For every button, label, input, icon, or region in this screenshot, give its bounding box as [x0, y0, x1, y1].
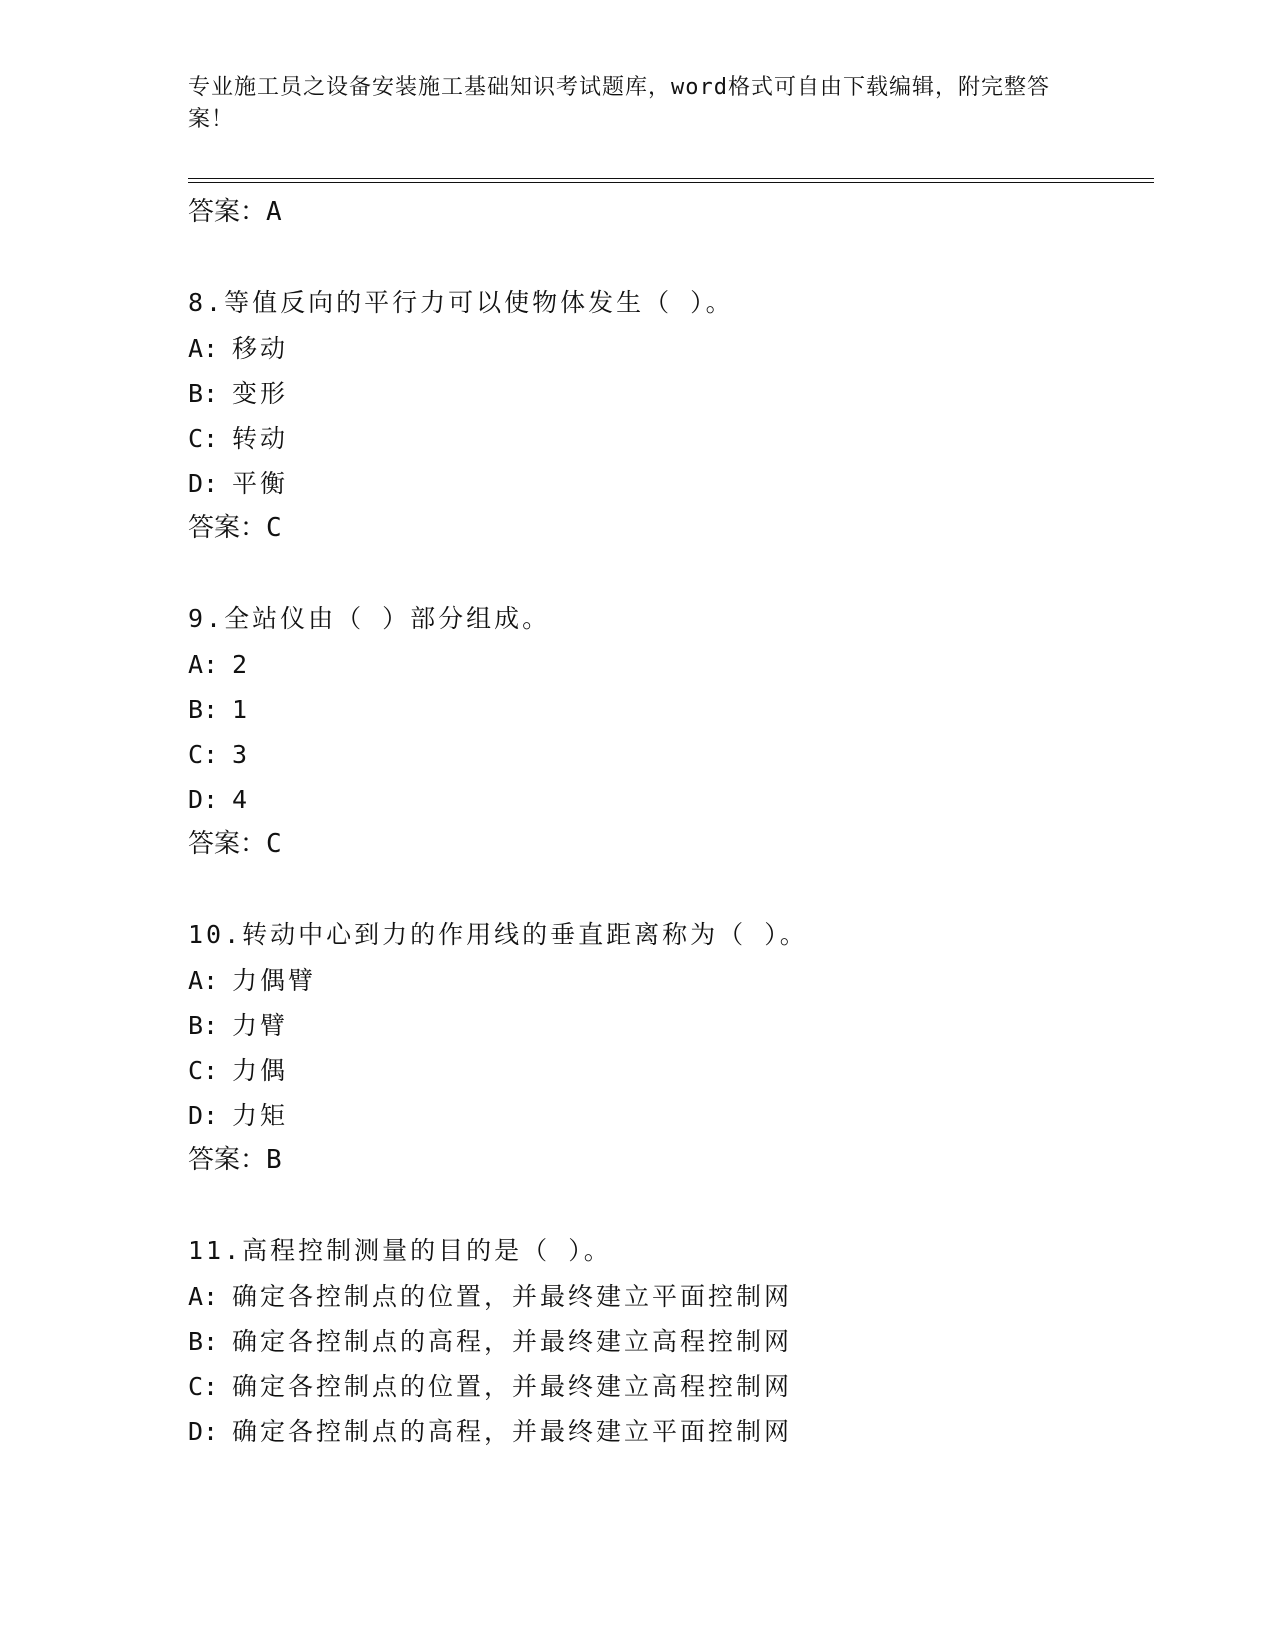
- answer-value: C: [266, 829, 282, 859]
- option-letter: D:: [188, 469, 219, 498]
- previous-answer: [188, 190, 1148, 234]
- option-text: 变形: [232, 379, 289, 408]
- answer-label: 答案：: [188, 197, 267, 227]
- option-text: 4: [232, 785, 251, 814]
- page-header: 专业施工员之设备安装施工基础知识考试题库，word格式可自由下载编辑，附完整答案！: [188, 75, 1050, 132]
- question-9: 9.全站仪由（ ）部分组成。: [188, 604, 551, 633]
- question-10: 10.转动中心到力的作用线的垂直距离称为（ ）。: [188, 920, 808, 949]
- question-8-answer: [188, 506, 1148, 550]
- option-text: 力矩: [232, 1101, 289, 1130]
- question-9-option-a: [188, 642, 1148, 687]
- option-text: 确定各控制点的位置，并最终建立平面控制网: [232, 1282, 793, 1311]
- answer-label: 答案：: [188, 829, 267, 859]
- option-letter: A:: [188, 966, 219, 995]
- question-8-option-b: [188, 371, 1148, 416]
- option-text: 2: [232, 650, 251, 679]
- spacer: [188, 866, 1148, 912]
- option-text: 转动: [232, 424, 289, 453]
- question-10-option-a: [188, 958, 1148, 1003]
- option-letter: A:: [188, 334, 219, 363]
- question-8-option-c: [188, 416, 1148, 461]
- answer-value: B: [266, 1145, 282, 1175]
- question-11-option-d: [188, 1409, 1148, 1454]
- question-10-answer: [188, 1138, 1148, 1182]
- option-letter: A:: [188, 650, 219, 679]
- option-text: 平衡: [232, 469, 289, 498]
- option-letter: D:: [188, 785, 219, 814]
- option-text: 力臂: [232, 1011, 289, 1040]
- option-letter: C:: [188, 1372, 219, 1401]
- option-text: 移动: [232, 334, 289, 363]
- question-8-option-d: [188, 461, 1148, 506]
- option-letter: D:: [188, 1417, 219, 1446]
- option-letter: A:: [188, 1282, 219, 1311]
- question-11-option-c: [188, 1364, 1148, 1409]
- answer-label: 答案：: [188, 513, 267, 543]
- option-letter: B:: [188, 695, 219, 724]
- option-letter: C:: [188, 1056, 219, 1085]
- option-text: 1: [232, 695, 251, 724]
- question-list: [188, 190, 1148, 1454]
- option-text: 力偶臂: [232, 966, 317, 995]
- spacer: [188, 1182, 1148, 1228]
- spacer: [188, 234, 1148, 280]
- question-11-option-b: [188, 1319, 1148, 1364]
- option-letter: B:: [188, 379, 219, 408]
- option-letter: C:: [188, 740, 219, 769]
- answer-value: C: [266, 513, 282, 543]
- question-9-option-d: [188, 777, 1148, 822]
- answer-label: 答案：: [188, 1145, 267, 1175]
- question-9-option-b: [188, 687, 1148, 732]
- answer-value: A: [266, 197, 282, 227]
- spacer: [188, 550, 1148, 596]
- option-letter: B:: [188, 1327, 219, 1356]
- question-11: 11.高程控制测量的目的是（ ）。: [188, 1236, 612, 1265]
- option-letter: C:: [188, 424, 219, 453]
- option-letter: D:: [188, 1101, 219, 1130]
- question-9-option-c: [188, 732, 1148, 777]
- question-11-option-a: [188, 1274, 1148, 1319]
- option-text: 确定各控制点的高程，并最终建立高程控制网: [232, 1327, 793, 1356]
- header-rule-top: [188, 178, 1154, 179]
- question-9-answer: [188, 822, 1148, 866]
- question-8: 8.等值反向的平行力可以使物体发生（ ）。: [188, 288, 734, 317]
- option-text: 力偶: [232, 1056, 289, 1085]
- option-text: 确定各控制点的高程，并最终建立平面控制网: [232, 1417, 793, 1446]
- header-rule-bottom: [188, 182, 1154, 183]
- option-text: 3: [232, 740, 251, 769]
- question-10-option-c: [188, 1048, 1148, 1093]
- question-10-option-d: [188, 1093, 1148, 1138]
- question-10-option-b: [188, 1003, 1148, 1048]
- option-letter: B:: [188, 1011, 219, 1040]
- option-text: 确定各控制点的位置，并最终建立高程控制网: [232, 1372, 793, 1401]
- question-8-option-a: [188, 326, 1148, 371]
